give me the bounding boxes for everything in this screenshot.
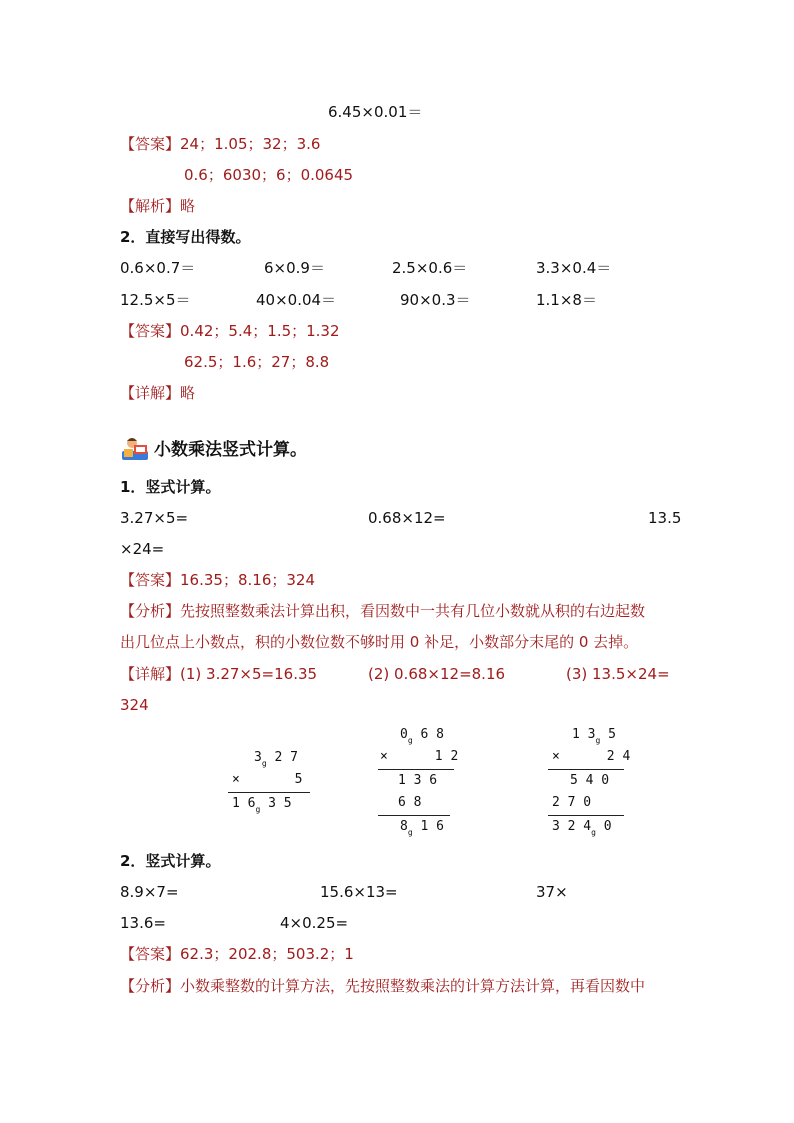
expression: 13.5: [648, 509, 682, 527]
divider: [378, 815, 450, 816]
expression: 2.5×0.6＝: [392, 259, 468, 277]
detail-label: 【详解】: [120, 665, 181, 683]
vertical-row: 6 8: [398, 795, 422, 810]
divider: [548, 769, 624, 770]
vertical-row: 5 4 0: [570, 773, 610, 788]
answer-line: [120, 570, 315, 590]
expression: 0.6×0.7＝: [120, 259, 196, 277]
detail-line: [120, 383, 195, 403]
expression: 8.9×7=: [120, 883, 179, 901]
decimal-point: g: [591, 828, 596, 837]
analysis-line: [120, 976, 645, 996]
answer-line: [120, 321, 340, 341]
expression: 3.27×5=: [120, 509, 189, 527]
analysis-label: 【分析】: [120, 977, 181, 995]
vertical-row: $3_g$ 2 7: [254, 750, 298, 768]
answer-text: 24；1.05；32；3.6: [180, 135, 321, 153]
expression: 13.6=: [120, 914, 166, 932]
vertical-row: × 1 2: [380, 749, 459, 764]
divider: [548, 815, 624, 816]
answer-label: 【答案】: [120, 322, 181, 340]
detail-line: [120, 664, 317, 684]
detail-text: 324: [120, 696, 149, 714]
expression: 15.6×13=: [320, 883, 398, 901]
expression: 6.45×0.01＝: [328, 103, 423, 121]
answer-line: [120, 134, 320, 154]
decimal-point: g: [595, 736, 601, 745]
analysis-line: [120, 601, 645, 621]
answer-text: 62.5；1.6；27；8.8: [184, 353, 330, 371]
vertical-row: $8_g$ 1 6: [400, 819, 444, 837]
expression: 12.5×5＝: [120, 291, 191, 309]
vertical-row: × 2 4: [552, 749, 631, 764]
vertical-row: 2 7 0: [552, 795, 592, 810]
answer-text: 16.35；8.16；324: [180, 571, 315, 589]
expression: 40×0.04＝: [256, 291, 337, 309]
reading-child-icon: [120, 435, 152, 463]
answer-label: 【答案】: [120, 571, 181, 589]
section-title: 小数乘法竖式计算。: [154, 440, 307, 460]
vertical-row: × 5: [232, 772, 303, 787]
expression: 37×: [536, 883, 568, 901]
question-title: 2．直接写出得数。: [120, 228, 251, 246]
analysis-label: 【分析】: [120, 602, 181, 620]
analysis-text: 先按照整数乘法计算出积，看因数中一共有几位小数就从积的右边起数: [180, 602, 646, 620]
answer-text: 0.42；5.4；1.5；1.32: [180, 322, 340, 340]
expression: 6×0.9＝: [264, 259, 325, 277]
decimal-point: g: [407, 828, 413, 837]
answer-text: 0.6；6030；6；0.0645: [184, 166, 354, 184]
decimal-point: g: [407, 736, 413, 745]
detail-text: (2) 0.68×12=8.16: [368, 665, 506, 683]
answer-label: 【答案】: [120, 945, 181, 963]
detail-label: 【详解】: [120, 384, 181, 402]
expression: 3.3×0.4＝: [536, 259, 612, 277]
answer-line: [120, 944, 354, 964]
divider: [228, 792, 310, 793]
divider: [378, 769, 454, 770]
detail-text: 略: [180, 384, 196, 402]
vertical-row: 1 $6_g$ 3 5: [232, 796, 292, 814]
analysis-label: 【解析】: [120, 197, 181, 215]
decimal-point: g: [255, 805, 261, 814]
expression: ×24=: [120, 540, 165, 558]
analysis-text: 小数乘整数的计算方法，先按照整数乘法的计算方法计算，再看因数中: [180, 977, 646, 995]
vertical-row: 1 3 6: [398, 773, 438, 788]
decimal-point: g: [261, 759, 267, 768]
detail-text: (1) 3.27×5=16.35: [180, 665, 318, 683]
analysis-line: [120, 196, 195, 216]
vertical-row: $0_g$ 6 8: [400, 727, 444, 745]
question-title: 2．竖式计算。: [120, 852, 221, 870]
expression: 4×0.25=: [280, 914, 349, 932]
detail-text: (3) 13.5×24=: [566, 665, 670, 683]
vertical-row: 3 2 $4_g$ 0: [552, 819, 612, 837]
answer-text: 62.3；202.8；503.2；1: [180, 945, 354, 963]
analysis-text: 略: [180, 197, 196, 215]
question-title: 1．竖式计算。: [120, 478, 221, 496]
answer-label: 【答案】: [120, 135, 181, 153]
expression: 90×0.3＝: [400, 291, 471, 309]
analysis-text: 出几位点上小数点，积的小数位数不够时用 0 补足，小数部分末尾的 0 去掉。: [120, 633, 639, 651]
expression: 0.68×12=: [368, 509, 446, 527]
vertical-row: 1 $3_g$ 5: [572, 727, 616, 745]
expression: 1.1×8＝: [536, 291, 597, 309]
